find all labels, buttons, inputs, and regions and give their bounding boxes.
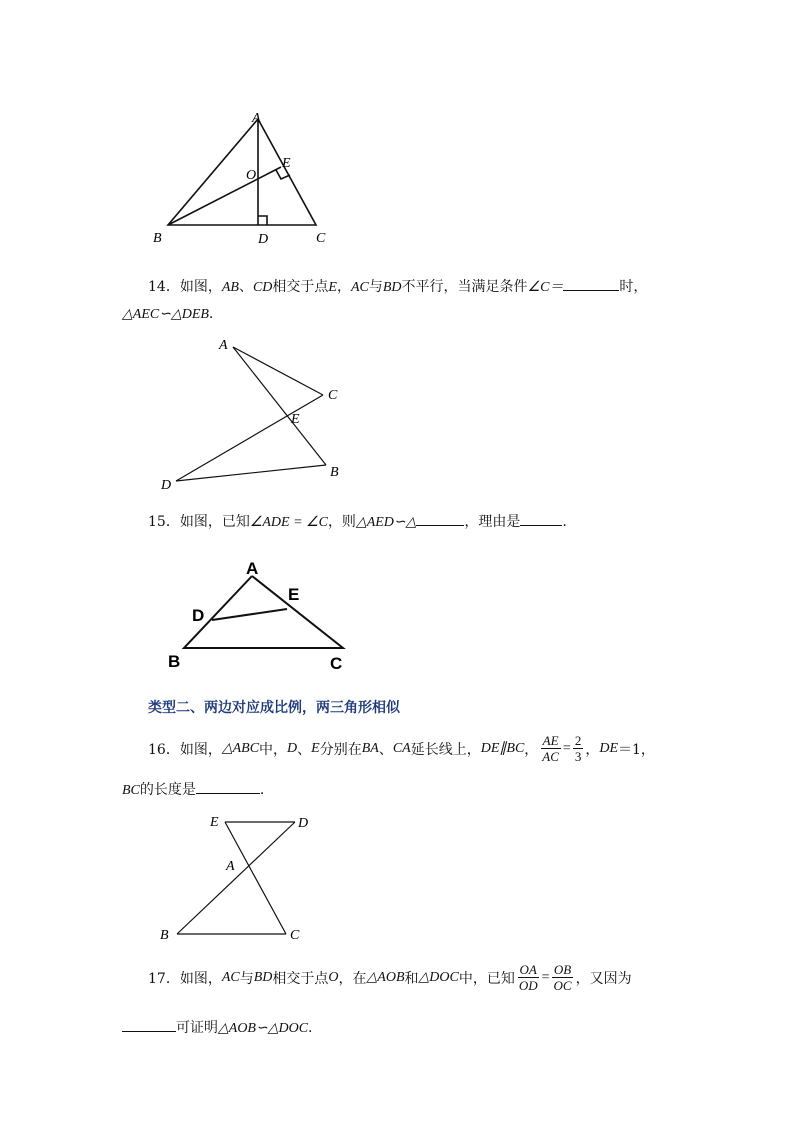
- q15-answer-blank-2[interactable]: [520, 513, 562, 526]
- question-17-line2: 可证明△AOB∽△DOC.: [122, 1017, 313, 1037]
- question-14-line2: △AEC∽△DEB.: [122, 306, 214, 322]
- label-d: D: [161, 478, 172, 493]
- label-a: A: [246, 559, 259, 578]
- triangle-abc: [168, 119, 316, 225]
- label-d: D: [298, 816, 309, 831]
- label-e: E: [291, 412, 300, 427]
- label-b: B: [168, 652, 181, 671]
- fraction-two-thirds: $\frac{2}{3}$: [574, 733, 582, 764]
- question-17-line1: 17． 如图， AC 与 BD 相交于点 O ，在 △AOB 和 △DOC 中，已知 $\frac{OA}{OD}$ = $\frac{OB}{OC}$ ，又因为: [148, 962, 632, 993]
- label-c: C: [316, 231, 326, 246]
- q15-number: 15．: [148, 514, 180, 530]
- q17-answer-blank[interactable]: [122, 1019, 176, 1032]
- label-a: A: [252, 111, 261, 126]
- label-a: A: [219, 338, 228, 353]
- q14-number: 14．: [148, 279, 180, 295]
- question-15: 15．如图，已知∠ADE = ∠C，则△AED∽△ ，理由是 .: [148, 514, 567, 530]
- label-e: E: [282, 156, 291, 171]
- label-c: C: [328, 388, 338, 403]
- segment-ac: [233, 347, 323, 395]
- label-c: C: [290, 928, 300, 943]
- segment-de: [212, 609, 287, 620]
- label-e: E: [288, 585, 300, 604]
- figure-hourglass-ed-bc: [150, 808, 330, 948]
- section-heading: 类型二、两边对应成比例，两三角形相似: [148, 700, 400, 716]
- label-d: D: [258, 232, 269, 247]
- segment-ab: [233, 347, 326, 465]
- label-b: B: [330, 465, 339, 480]
- q16-number: 16．: [148, 741, 180, 758]
- label-a: A: [226, 859, 235, 874]
- label-b: B: [160, 928, 169, 943]
- figure-triangle-altitudes: [140, 105, 340, 250]
- fraction-ob-oc: $\frac{OB}{OC}$: [553, 962, 572, 993]
- right-angle-mark-d: [258, 216, 267, 225]
- label-e: E: [210, 815, 219, 830]
- label-b: B: [153, 231, 162, 246]
- fraction-oa-od: $\frac{OA}{OD}$: [518, 962, 538, 993]
- q15-answer-blank-1[interactable]: [416, 513, 464, 526]
- question-16-line1: 16． 如图， △ABC 中， D 、 E 分别在 BA 、 CA 延长线上， DE∥BC ， $\frac{AE}{AC}$ = $\frac{2}{3}$ ， DE ＝1，: [148, 733, 655, 764]
- question-14-line1: 14．如图，AB、CD相交于点E，AC与BD不平行，当满足条件∠C＝ 时，: [148, 279, 648, 295]
- question-16-line2: BC的长度是 .: [122, 782, 265, 798]
- q17-number: 17．: [148, 970, 180, 987]
- q14-answer-blank[interactable]: [563, 278, 619, 291]
- q16-answer-blank[interactable]: [196, 781, 260, 794]
- fraction-ae-ac: $\frac{AE}{AC}$: [542, 733, 559, 764]
- label-c: C: [330, 654, 343, 673]
- figure-bowtie-aecdeb: [155, 333, 355, 493]
- label-d: D: [192, 606, 205, 625]
- figure-triangle-ade: [160, 550, 360, 675]
- label-o: O: [246, 168, 257, 183]
